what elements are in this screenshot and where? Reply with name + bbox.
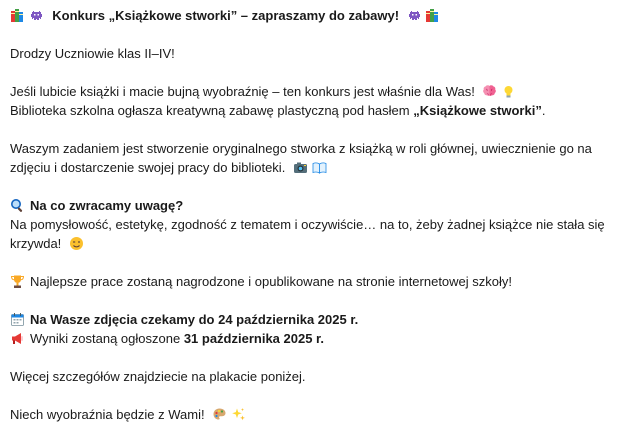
results-date: 31 października 2025 r. xyxy=(183,331,325,346)
task-text: Waszym zadaniem jest stworzenie oryginalnego stworka z książką w roli głównej, uwiecznienie go na zdjęciu i dostarczenie swojej pracy do biblioteki. xyxy=(10,141,592,175)
intro-period: . xyxy=(541,103,546,118)
artist-palette-icon xyxy=(212,407,227,422)
prize-line xyxy=(10,272,618,291)
title-text: „Książkowe stworki” – zapraszamy do zabawy! xyxy=(108,8,400,23)
alien-monster-icon xyxy=(29,8,44,23)
alien-monster-icon xyxy=(407,8,422,23)
title-line xyxy=(10,6,618,25)
prize-text: Najlepsze prace zostaną nagrodzone i opublikowane na stronie internetowej szkoły! xyxy=(30,274,513,289)
task-paragraph xyxy=(10,139,610,177)
megaphone-icon xyxy=(10,331,25,346)
criteria-heading: Na co zwracamy uwagę? xyxy=(30,198,184,213)
criteria-paragraph xyxy=(10,215,616,253)
trophy-icon xyxy=(10,274,25,289)
results-text: Wyniki zostaną ogłoszone xyxy=(30,331,184,346)
criteria-heading-line xyxy=(10,196,618,215)
open-book-icon xyxy=(312,160,327,175)
contest-name: „Książkowe stworki” xyxy=(413,103,542,118)
greeting: Drodzy Uczniowie klas II–IV! xyxy=(10,46,175,61)
intro-text-2: Biblioteka szkolna ogłasza kreatywną zabawę plastyczną pod hasłem xyxy=(10,103,414,118)
books-icon xyxy=(10,8,25,23)
more-info-line: Więcej szczegółów znajdziecie na plakacie poniżej. xyxy=(10,369,306,384)
deadline-text: Na Wasze zdjęcia czekamy do 24 października 2025 r. xyxy=(30,312,359,327)
deadline-line xyxy=(10,310,618,329)
camera-icon xyxy=(293,160,308,175)
intro-line-1 xyxy=(10,82,618,101)
closing-line xyxy=(10,405,618,424)
brain-icon xyxy=(482,84,497,99)
light-bulb-icon xyxy=(501,84,516,99)
closing-text: Niech wyobraźnia będzie z Wami! xyxy=(10,407,205,422)
winking-face-icon xyxy=(69,236,84,251)
sparkles-icon xyxy=(231,407,246,422)
intro-text: Jeśli lubicie książki i macie bujną wyobraźnię – ten konkurs jest właśnie dla Was! xyxy=(10,84,475,99)
title-text-prefix: Konkurs xyxy=(52,8,109,23)
magnifying-glass-icon xyxy=(10,198,25,213)
criteria-text: Na pomysłowość, estetykę, zgodność z tematem i oczywiście… na to, żeby żadnej książce nie stała się krzywda! xyxy=(10,217,605,251)
intro-line-2 xyxy=(10,101,618,120)
calendar-icon xyxy=(10,312,25,327)
books-icon xyxy=(425,8,440,23)
results-line xyxy=(10,329,618,348)
